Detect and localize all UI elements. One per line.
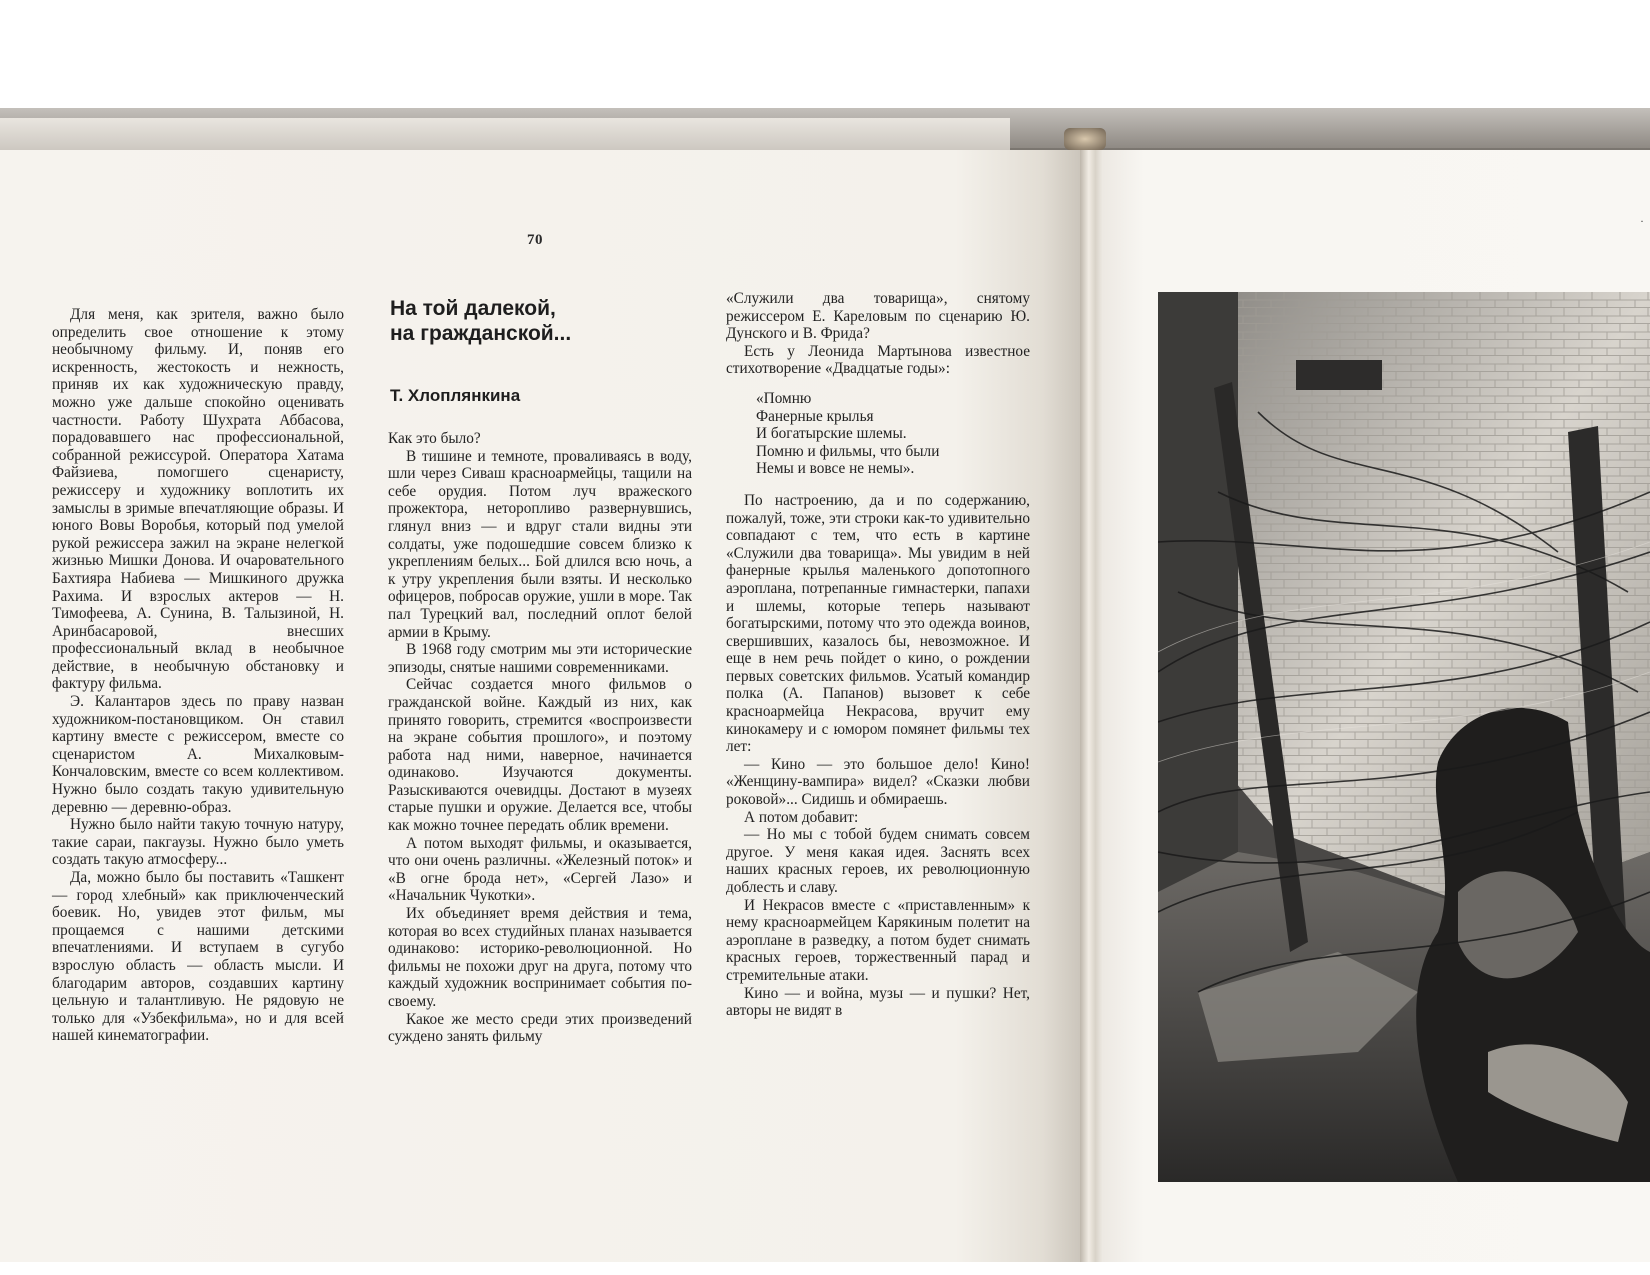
article-title-line2: на гражданской...	[390, 322, 572, 345]
scan-background-bottom	[0, 1262, 1650, 1275]
paragraph: Э. Калантаров здесь по праву назван художником-постановщиком. Он ставил картину вместе с режиссером, вместе со сценаристом А. Михалковым-Кончаловским, вместе со всем коллективом. Нужно было создать такую удивительную деревню — деревню-образ.	[52, 693, 344, 816]
poem-line: Немы и вовсе не немы».	[756, 460, 915, 478]
article-title	[390, 296, 690, 346]
paragraph: Какое же место среди этих произведений суждено занять фильму	[388, 1010, 692, 1046]
paragraph: Да, можно было бы поставить «Ташкент — город хлебный» как приключенческий боевик. Но, увидев этот фильм, мы прощаемся с нашими детскими впечатлениями. И вступаем в сугубо взрослую область — область мысли. И благодарим авторов, создавших картину цельную и талантливую. Не рядовую не только для «Узбекфильма», но и для всей нашей кинематографии.	[52, 869, 344, 1045]
article-title-line1: На той далекой,	[390, 297, 556, 320]
paragraph: — Но мы с тобой будем снимать совсем другое. У меня какая идея. Заснять всех наших красных героев, их революционную доблесть и славу.	[726, 826, 1030, 896]
paragraph: Кино — и война, музы — и пушки? Нет, авторы не видят в	[726, 984, 1030, 1020]
film-still-photo	[1158, 292, 1650, 1182]
paragraph: Сейчас создается много фильмов о гражданской войне. Каждый из них, как принято говорить, стремится «воспроизвести на экране события прошлого», и поэтому работа над ними, наверное, начинается одинаково. Изучаются документы. Разыскиваются очевидцы. Достают в музеях старые пушки и оружие. Делается все, чтобы как можно точнее передать облик времени.	[388, 676, 692, 835]
spine-binding	[1064, 128, 1106, 150]
paragraph: Есть у Леонида Мартынова известное стихотворение «Двадцатые годы»:	[726, 342, 1030, 378]
text-column-right	[726, 290, 1030, 1020]
scan-background-top	[0, 0, 1650, 108]
poem-quote	[726, 390, 1030, 478]
right-column-body	[726, 492, 1030, 1020]
article-author: Т. Хлоплянкина	[390, 386, 521, 405]
paragraph: «Служили два товарища», снятому режиссером Е. Кареловым по сценарию Ю. Дунского и В. Фрида?	[726, 290, 1030, 343]
paragraph: В 1968 году смотрим мы эти исторические эпизоды, снятые нашими современниками.	[388, 641, 692, 676]
paragraph: Их объединяет время действия и тема, которая во всех студийных планах называется одинаково: историко-революционной. Но фильмы не похожи друг на друга, потому что каждый художник воспринимает события по-своему.	[388, 905, 692, 1010]
paragraph: Для меня, как зрителя, важно было определить свое отношение к этому необычному фильму. И, поняв его искренность, жестокость и нежность, приняв их как художническую правду, можно уже дальше спокойно оценивать частности. Работу Шухрата Аббасова, порадовавшего нас профессиональной, собранной режиссурой. Оператора Хатама Файзиева, помогшего сценаристу, режиссеру и художнику воплотить их замыслы в зримые впечатляющие образы. И юного Вовы Воробья, который под умелой рукой режиссера зажил на экране нелегкой жизнью Мишки Донова. И очаровательного Бахтияра Набиева — Мишкиного дружка Рахима. И взрослых актеров — Н. Тимофеева, А. Сунина, В. Талызиной, Н. Аринбасаровой, внесших профессиональный вклад в необычное действие, в необычную обстановку и фактуру фильма.	[52, 306, 344, 693]
barbed-wire-soldier-image	[1158, 292, 1650, 1182]
text-column-left	[52, 306, 344, 1045]
right-column-intro	[726, 290, 1030, 378]
paragraph: И Некрасов вместе с «приставленным» к нему красноармейцем Карякиным полетит на аэроплане в разведку, а потом будет снимать красных героев, торжественный парад и стремительные атаки.	[726, 896, 1030, 984]
page-number: 70	[527, 232, 543, 248]
paragraph: В тишине и темноте, проваливаясь в воду, шли через Сиваш красноармейцы, тащили на себе орудия. Потом луч вражеского прожектора, неторопливо развернувшись, глянул вниз — и вдруг стали видны эти солдаты, уже подошедшие совсем близко к укреплениям белых... Бой длился всю ночь, а к утру укрепления были взяты. И несколько офицеров, побросав оружие, ушли в море. Так пал Турецкий вал, последний оплот белой армии в Крыму.	[388, 447, 692, 641]
paragraph: По настроению, да и по содержанию, пожалуй, тоже, эти строки как-то удивительно совпадают с тем, что есть в картине «Служили два товарища». Мы увидим в ней фанерные крылья маленького допотопного аэроплана, потрепанные гимнастерки, папахи и шлемы, которые теперь называют богатырскими, потому что это одежда воинов, свершивших, казалось бы, невозможное. И еще в нем речь пойдет о кино, о рождении первых советских фильмов. Усатый командир полка (А. Папанов) вызовет к себе красноармейца Некрасова, вручит ему кинокамеру и с юмором помянет фильмы тех лет:	[726, 491, 1030, 756]
paragraph: — Кино — это большое дело! Кино! «Женщину-вампира» видел? «Сказки любви роковой»... Сидишь и обмираешь.	[726, 755, 1030, 809]
poem-line: «Помню	[756, 389, 812, 407]
poem-line: Помню и фильмы, что были	[756, 442, 940, 460]
poem-line: И богатырские шлемы.	[756, 425, 907, 443]
paragraph: Нужно было найти такую точную натуру, такие сараи, пакгаузы. Нужно было уметь создать такую атмосферу...	[52, 816, 344, 869]
paragraph: А потом добавит:	[744, 808, 859, 826]
paragraph: А потом выходят фильмы, и оказывается, что они очень различны. «Железный поток» и «В огне брода нет», «Сергей Лазо» и «Начальник Чукотки».	[388, 834, 692, 905]
text-column-middle	[388, 430, 692, 1046]
page-edge-mark: ·	[1640, 214, 1644, 228]
book-gutter	[1080, 150, 1102, 1275]
paragraph: Как это было?	[388, 430, 481, 447]
book-cover-edge	[0, 118, 1010, 151]
poem-line: Фанерные крылья	[756, 407, 874, 425]
